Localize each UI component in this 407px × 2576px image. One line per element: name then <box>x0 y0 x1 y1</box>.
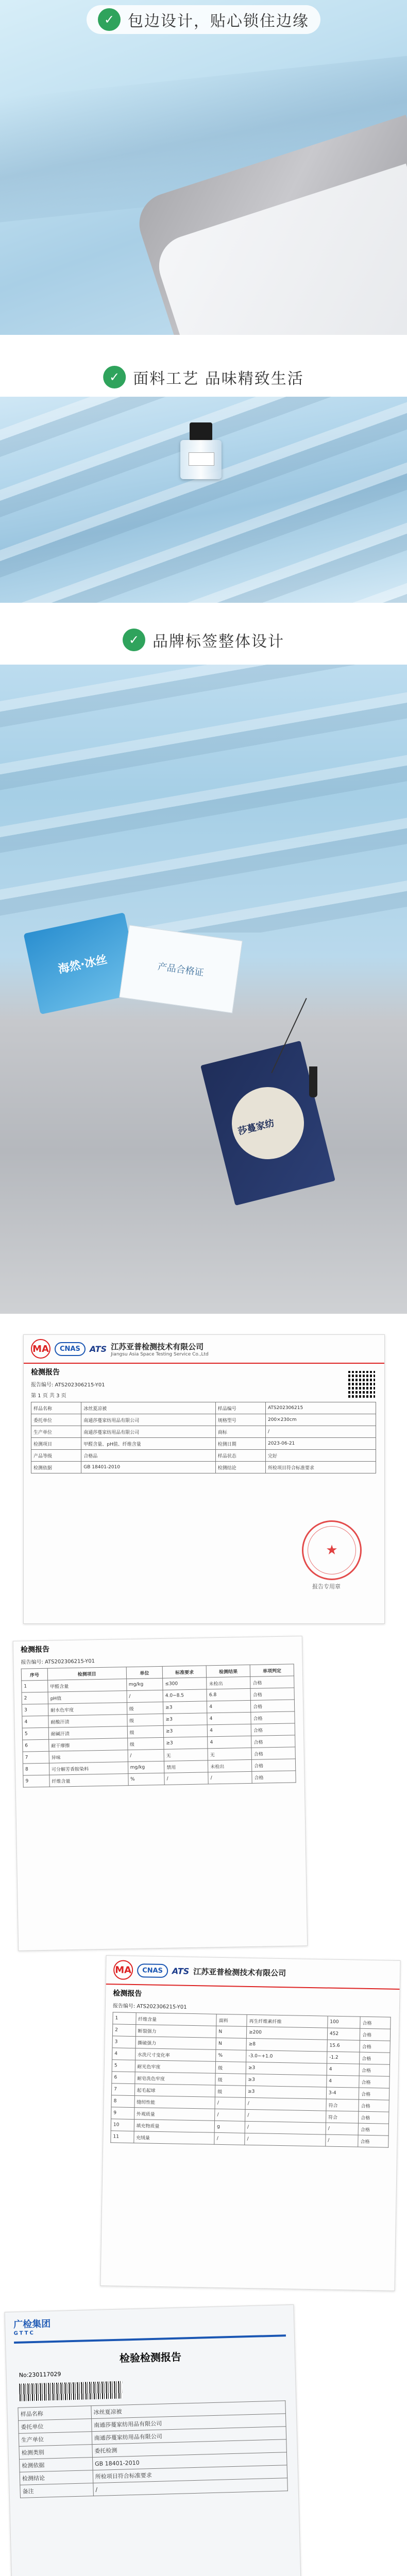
table-cell: 委托检测 <box>92 2439 287 2458</box>
table-cell: 6 <box>112 2072 135 2084</box>
gttc-report-cover <box>5 2304 306 2576</box>
table-cell: 符合 <box>326 2111 359 2123</box>
table-cell: / <box>245 2133 326 2146</box>
section-heading-edge <box>87 5 320 34</box>
results-table <box>21 1664 296 1787</box>
table-cell: 级 <box>127 1702 163 1714</box>
table-cell: 南通莎蔓家纺用品有限公司 <box>81 1426 215 1438</box>
table-cell: / <box>128 1749 164 1761</box>
report-title: 检测报告 <box>113 1989 142 1998</box>
check-icon: ✓ <box>103 366 126 388</box>
table-row <box>31 1438 376 1450</box>
table-cell: / <box>93 2478 288 2496</box>
table-cell: 4 <box>207 1700 251 1713</box>
table-cell: 耐酸汗渍 <box>48 1715 127 1728</box>
table-cell: 冰丝夏凉被 <box>81 1402 215 1414</box>
table-cell: / <box>208 1771 252 1784</box>
table-cell: 级 <box>127 1714 163 1726</box>
table-cell: 5 <box>22 1727 48 1740</box>
table-cell: ≥3 <box>245 2086 326 2099</box>
table-cell: N <box>216 2038 246 2050</box>
table-cell: 南通莎蔓家纺用品有限公司 <box>81 1414 215 1426</box>
table-cell: 生产单位 <box>31 1426 81 1438</box>
table-cell: 1 <box>22 1680 48 1692</box>
report-header <box>106 1956 400 1990</box>
table-cell: 纤维含量 <box>135 2013 216 2026</box>
table-cell: 4 <box>22 1716 48 1728</box>
table-cell: 检测类别 <box>19 2445 92 2460</box>
table-cell: 合格 <box>250 1700 294 1712</box>
table-cell: 200×230cm <box>265 1414 376 1426</box>
table-cell: 甲醛含量 <box>48 1679 127 1692</box>
table-cell: 合格 <box>251 1723 295 1736</box>
table-cell: 断裂强力 <box>135 2025 216 2038</box>
table-cell: / <box>215 2109 245 2121</box>
table-cell: / <box>265 1426 376 1438</box>
table-cell: 甲醛含量、pH值、纤维含量 <box>81 1438 215 1450</box>
table-cell: 起毛起球 <box>134 2084 215 2097</box>
table-cell: 11 <box>111 2131 134 2143</box>
official-seal: ★ <box>302 1520 362 1580</box>
table-cell: 检测依据 <box>31 1462 81 1473</box>
table-cell: 452 <box>327 2028 360 2040</box>
table-cell: mg/kg <box>126 1678 163 1690</box>
table-cell: 3-4 <box>326 2087 359 2099</box>
table-cell: 6 <box>23 1739 49 1752</box>
table-cell: 水洗尺寸变化率 <box>135 2048 216 2062</box>
table-cell: 耐水色牢度 <box>48 1703 127 1716</box>
table-cell: 4 <box>327 2063 360 2076</box>
table-cell: -1.2 <box>327 2052 360 2064</box>
table-cell: 所检项目符合标准要求 <box>93 2465 287 2483</box>
table-cell: 无 <box>208 1748 251 1760</box>
check-icon: ✓ <box>98 8 121 31</box>
table-cell: 8 <box>111 2095 134 2108</box>
table-cell: ≥3 <box>246 2074 327 2087</box>
table-cell: 4 <box>207 1712 251 1724</box>
table-cell: 3 <box>22 1704 48 1716</box>
table-cell: 检测结论 <box>215 1462 265 1473</box>
table-cell: / <box>326 2134 359 2147</box>
cma-logo: MA <box>113 1960 133 1980</box>
report-number: 报告编号: ATS202306215-Y01 <box>21 1658 95 1666</box>
table-cell: 10 <box>111 2119 134 2131</box>
cnas-logo: CNAS <box>137 1963 168 1978</box>
table-cell: 耐皂洗色牢度 <box>134 2072 215 2086</box>
table-cell: 4.0~8.5 <box>163 1689 207 1702</box>
brand-label-text: 海然·冰丝 <box>57 953 109 976</box>
table-cell: 6.8 <box>207 1688 250 1701</box>
table-cell: 2 <box>22 1692 48 1704</box>
report-title: 检测报告 <box>31 1368 60 1377</box>
table-row <box>31 1462 376 1473</box>
table-cell: 合格 <box>359 2064 389 2076</box>
table-cell: 4 <box>112 2048 135 2060</box>
section-fabric-craft <box>0 335 407 603</box>
report-number: No:230117029 <box>19 2370 61 2379</box>
table-header-cell: 序号 <box>21 1668 47 1681</box>
table-cell: 检测项目 <box>31 1438 81 1450</box>
table-cell: GB 18401-2010 <box>81 1462 215 1473</box>
ats-logo: ATS <box>172 1965 190 1976</box>
table-cell: -3.0~+1.0 <box>246 2050 327 2063</box>
institute-name: 江苏亚普检测技术有限公司 Jiangsu Asia Space Testing Service Co.,Ltd <box>111 1342 209 1357</box>
qr-code <box>348 1371 375 1398</box>
table-row <box>31 1426 376 1438</box>
table-cell: 合格 <box>360 2052 390 2064</box>
check-icon: ✓ <box>123 629 145 651</box>
table-cell: ≥8 <box>246 2038 327 2052</box>
report-header <box>24 1335 384 1364</box>
cnas-logo: CNAS <box>55 1342 86 1356</box>
table-header-cell: 单位 <box>126 1666 163 1679</box>
table-cell: pH值 <box>48 1691 127 1704</box>
table-cell: 级 <box>215 2061 246 2074</box>
institute-name: 江苏亚普检测技术有限公司 <box>193 1967 286 1978</box>
table-cell: 合格 <box>358 2135 388 2147</box>
table-cell: 未检出 <box>207 1676 250 1689</box>
table-cell: 级 <box>215 2085 246 2097</box>
section-heading-tags <box>123 629 284 651</box>
table-cell: 纤维含量 <box>49 1774 128 1787</box>
table-cell: 生产单位 <box>19 2432 92 2447</box>
table-row <box>31 1450 376 1462</box>
table-cell: 2023-06-21 <box>265 1438 376 1450</box>
report-number: 报告编号: ATS202306215-Y01 <box>112 2003 187 2010</box>
table-cell: 100 <box>328 2016 361 2028</box>
table-cell: 合格 <box>251 1711 295 1724</box>
table-cell: 9 <box>23 1775 49 1787</box>
report-title: 检测报告 <box>20 1645 50 1654</box>
table-cell: 面料 <box>216 2014 247 2026</box>
table-cell: 完好 <box>265 1450 376 1462</box>
table-cell: 委托单位 <box>31 1414 81 1426</box>
table-header-cell: 检测结果 <box>206 1665 250 1677</box>
table-cell: 合格 <box>252 1771 296 1783</box>
table-cell: 合格 <box>251 1747 295 1759</box>
seal-caption: 报告专用章 <box>312 1583 341 1590</box>
table-header-cell: 单项判定 <box>250 1664 294 1676</box>
table-header-cell: 检测项目 <box>47 1667 126 1681</box>
table-cell: 禁用 <box>164 1760 209 1773</box>
table-cell: 规格型号 <box>215 1414 265 1426</box>
table-cell: 所检项目符合标准要求 <box>265 1462 376 1473</box>
table-cell: ≤300 <box>163 1677 207 1690</box>
table-cell: 南通莎蔓家纺用品有限公司 <box>91 2414 286 2432</box>
table-cell: ATS202306215 <box>265 1402 376 1414</box>
report-results-page-3 <box>100 1955 400 2291</box>
table-cell: ≥3 <box>163 1725 208 1737</box>
table-cell: 样品名称 <box>31 1402 81 1414</box>
table-cell: 异味 <box>49 1750 128 1764</box>
table-cell: 样品状态 <box>215 1450 265 1462</box>
table-cell: 合格 <box>251 1759 295 1771</box>
table-cell: 15.6 <box>327 2040 360 2052</box>
ats-logo: ATS <box>89 1344 107 1354</box>
table-cell: 耐干摩擦 <box>49 1738 128 1752</box>
table-cell: ≥3 <box>163 1713 208 1725</box>
table-cell: 南通莎蔓家纺用品有限公司 <box>92 2427 286 2445</box>
table-cell: 1 <box>113 2012 136 2025</box>
white-tag-text: 产品合格证 <box>157 961 205 979</box>
table-cell: / <box>326 2123 359 2135</box>
table-row <box>31 1402 376 1414</box>
table-cell: 样品编号 <box>215 1402 265 1414</box>
cma-logo: MA <box>31 1339 50 1359</box>
table-cell: 合格 <box>360 2016 391 2029</box>
table-cell: 4 <box>327 2075 360 2088</box>
table-cell: 合格 <box>359 2099 389 2112</box>
section-edge-binding <box>0 0 407 335</box>
table-cell: 未检出 <box>208 1759 252 1772</box>
section-heading-fabric <box>103 366 304 388</box>
table-cell: 合格 <box>250 1676 294 1688</box>
report-cover-ats <box>23 1334 385 1624</box>
table-cell: ≥3 <box>164 1737 208 1749</box>
table-cell: 合格 <box>360 2028 390 2041</box>
heading-text: 品牌标签整体设计 <box>152 633 284 651</box>
table-cell: 级 <box>127 1737 164 1750</box>
table-cell: mg/kg <box>128 1761 164 1773</box>
table-cell: 合格品 <box>81 1450 215 1462</box>
tag-tassel <box>309 1066 317 1097</box>
table-cell: 合格 <box>359 2076 389 2088</box>
table-cell: 符合 <box>326 2099 359 2111</box>
table-cell: 级 <box>127 1725 164 1738</box>
table-cell: 2 <box>112 2024 135 2037</box>
table-cell: 3 <box>112 2036 135 2048</box>
heading-text: 包边设计，贴心锁住边缘 <box>128 12 309 30</box>
table-cell: / <box>245 2097 326 2111</box>
gttc-info-table <box>18 2400 287 2498</box>
table-cell: 可分解芳香胺染料 <box>49 1762 128 1775</box>
table-cell: 8 <box>23 1763 49 1775</box>
report-results-page-2 <box>13 1636 308 1951</box>
table-cell: ≥3 <box>163 1701 208 1714</box>
table-cell: / <box>245 2109 326 2123</box>
white-certificate-tag <box>119 925 243 1013</box>
table-cell: 7 <box>23 1751 49 1764</box>
table-cell: 耐碱汗渍 <box>48 1726 127 1740</box>
results-table <box>110 2012 391 2147</box>
table-cell: 合格 <box>358 2123 388 2136</box>
table-cell: ≥3 <box>246 2062 327 2075</box>
table-cell: 充绒量 <box>133 2131 214 2145</box>
table-cell: / <box>127 1690 163 1702</box>
report-title: 检验检测报告 <box>119 2350 182 2365</box>
table-cell: 产品等级 <box>31 1450 81 1462</box>
table-cell: 检测结论 <box>20 2470 93 2485</box>
table-cell: GB 18401-2010 <box>92 2452 287 2470</box>
table-cell: / <box>214 2132 245 2145</box>
table-cell: 5 <box>112 2060 135 2072</box>
table-cell: N <box>216 2026 247 2038</box>
table-cell: 4 <box>207 1724 251 1736</box>
table-row <box>31 1414 376 1426</box>
table-cell: / <box>245 2121 326 2134</box>
report-page: 第 1 页 共 3 页 <box>31 1393 66 1399</box>
table-cell: 级 <box>215 2073 246 2086</box>
section-brand-tags <box>0 603 407 1314</box>
table-cell: 委托单位 <box>19 2419 92 2434</box>
table-cell: 4 <box>208 1736 251 1748</box>
table-cell: 合格 <box>359 2088 389 2100</box>
table-cell: 备注 <box>20 2483 93 2498</box>
table-cell: 撕破强力 <box>135 2037 216 2050</box>
table-header-cell: 标准要求 <box>162 1666 207 1678</box>
table-cell: ≥200 <box>246 2026 327 2040</box>
report-info-table <box>31 1402 376 1473</box>
table-cell: % <box>128 1773 164 1785</box>
table-cell: 无 <box>164 1749 208 1761</box>
table-cell: 耐光色牢度 <box>135 2060 216 2074</box>
report-number: 报告编号: ATS202306215-Y01 <box>31 1382 105 1388</box>
table-cell: 填充物质量 <box>134 2120 215 2133</box>
navy-tag-text: 莎蔓家纺 <box>236 1117 276 1138</box>
table-cell: 7 <box>111 2083 134 2096</box>
table-cell: % <box>216 2049 246 2062</box>
table-cell: 检测日期 <box>215 1438 265 1450</box>
table-cell: 外观质量 <box>134 2108 215 2121</box>
gttc-logo: 广检集团 GTTC <box>13 2318 51 2337</box>
table-cell: / <box>215 2097 245 2109</box>
table-cell: 合格 <box>360 2040 390 2053</box>
fabric-ridges <box>0 665 407 933</box>
table-cell: 检测依据 <box>20 2458 93 2472</box>
table-cell: 合格 <box>251 1735 295 1748</box>
table-cell: 再生纤维素纤维 <box>247 2014 328 2028</box>
table-cell: 样品名称 <box>18 2406 91 2421</box>
heading-text: 面料工艺 品味精致生活 <box>133 370 304 388</box>
table-cell: 冰丝夏凉被 <box>91 2401 286 2419</box>
table-cell: g <box>214 2121 245 2133</box>
perfume-bottle <box>180 422 222 479</box>
table-cell: 合格 <box>250 1688 294 1700</box>
table-cell: 合格 <box>359 2111 389 2124</box>
table-cell: / <box>164 1772 209 1785</box>
table-cell: 缝纫性能 <box>134 2096 215 2109</box>
barcode <box>19 2381 123 2401</box>
table-cell: 9 <box>111 2107 134 2120</box>
table-cell: 商标 <box>215 1426 265 1438</box>
